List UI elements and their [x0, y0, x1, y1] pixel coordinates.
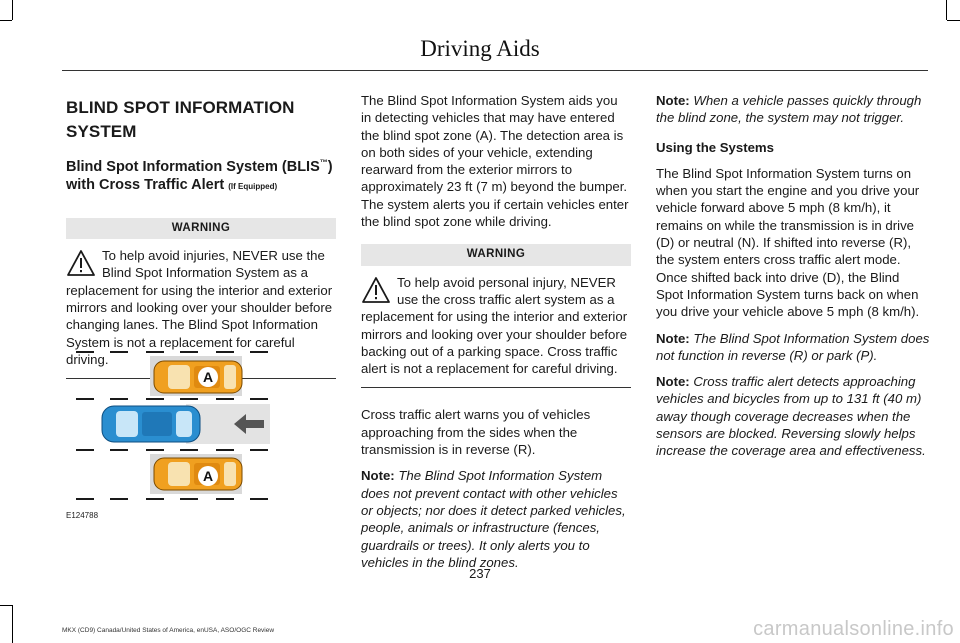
warning-divider	[361, 387, 631, 388]
note-text: The Blind Spot Information System does not prevent contact with other vehicles or objects; nor does it detect parked vehicles, people, animals or infrastructure (fences, guardrails or trees). It only alerts you to vehicles in the blind zones.	[361, 468, 626, 570]
intro-paragraph: The Blind Spot Information System aids you in detecting vehicles that may have entered the blind spot zone (A). The detection area is on both sides of your vehicle, extending rearward from the exterior mirrors to approximately 23 ft (7 m) beyond the bumper. The system alerts you if certain vehicles enter the blind spot zone while driving.	[361, 93, 629, 230]
orange-car-bottom	[154, 458, 242, 490]
footer-model-line: MKX (CD9) Canada/United States of America, enUSA, ASO/OGC Review	[62, 627, 275, 634]
zone-label-a-top	[198, 367, 218, 387]
blue-car	[102, 406, 200, 442]
crop-mark	[946, 0, 947, 20]
warning-triangle-icon	[361, 276, 391, 304]
warning-label: WARNING	[361, 244, 631, 265]
subheading-text: Blind Spot Information System (BLIS	[66, 158, 320, 175]
note-paragraph	[656, 330, 930, 365]
warning-body	[361, 274, 631, 378]
page-number: 237	[469, 566, 491, 581]
note-paragraph	[656, 92, 930, 127]
warning-triangle-icon	[66, 249, 96, 277]
svg-text:A: A	[202, 369, 214, 385]
column-middle	[361, 92, 631, 580]
header-divider	[62, 70, 928, 71]
subheading-close: )	[327, 158, 333, 175]
note-text: When a vehicle passes quickly through the blind zone, the system may not trigger.	[656, 93, 922, 126]
note-text: The Blind Spot Information System does not function in reverse (R) or park (P).	[656, 330, 930, 363]
warning-label: WARNING	[66, 218, 336, 239]
warning-text: To help avoid personal injury, NEVER use the cross traffic alert system as a replacement for using the interior and exterior mirrors and looking over your shoulder before backing out of a parking space. Cross traffic alert is not a replacement for careful driving.	[361, 274, 628, 377]
blind-spot-diagram	[66, 342, 338, 512]
note-text: Cross traffic alert detects approaching vehicles and bicycles from up to 131 ft (40 m) away though coverage decreases when the sensors are blocked. Reversing slowly helps increase the coverage area and effectiveness.	[656, 374, 926, 459]
trademark-symbol: ™	[319, 158, 328, 167]
subsection-heading	[66, 154, 336, 196]
subheading-text-2: with Cross Traffic Alert	[66, 176, 225, 193]
using-systems-paragraph: The Blind Spot Information System turns on when you start the engine and you drive your vehicle forward above 5 mph (8 km/h), it remains on while the transmission is in drive (D) or neutral (N). If shifted into reverse (R), the system enters cross traffic alert mode. Once shifted back into drive (D), the Blind Spot Information System turns back on when you drive your vehicle above 5 mph (8 km/h).	[656, 165, 920, 320]
blind-spot-figure	[66, 342, 338, 520]
using-systems-heading: Using the Systems	[656, 139, 774, 155]
page-header-title: Driving Aids	[420, 36, 540, 61]
figure-id: E124788	[66, 511, 99, 520]
svg-text:A: A	[202, 468, 214, 484]
note-label: Note:	[656, 93, 690, 108]
warning-text: To help avoid injuries, NEVER use the Blind Spot Information System as a replacement for using the interior and exterior mirrors and looking over your shoulder before changing lanes. The Blind Spot Information System is not a replacement for careful driving.	[66, 248, 333, 367]
note-label: Note:	[656, 330, 690, 346]
section-heading	[66, 96, 336, 144]
crop-mark	[0, 605, 12, 606]
column-right	[656, 92, 930, 469]
if-equipped-label: (If Equipped)	[228, 181, 278, 191]
section-heading-line1: BLIND SPOT INFORMATION	[66, 98, 295, 117]
crop-mark	[12, 605, 13, 643]
note-label: Note:	[361, 468, 395, 484]
crop-mark	[0, 20, 12, 21]
cross-traffic-paragraph: Cross traffic alert warns you of vehicles approaching from the sides when the transmission is in reverse (R).	[361, 407, 591, 458]
section-heading-line2: SYSTEM	[66, 122, 137, 141]
crop-mark	[12, 0, 13, 20]
crop-mark	[947, 20, 960, 21]
zone-label-a-bottom	[198, 466, 218, 486]
watermark: carmanualsonline.info	[753, 618, 954, 640]
note-paragraph	[656, 373, 930, 459]
note-label: Note:	[656, 374, 690, 390]
note-paragraph	[361, 467, 631, 571]
